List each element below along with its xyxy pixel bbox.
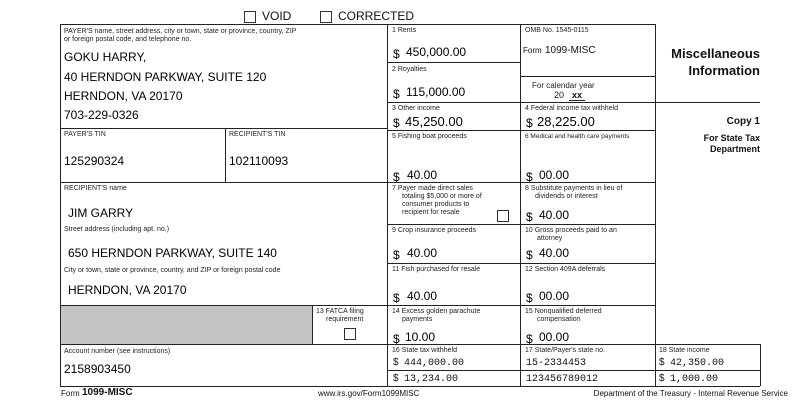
box17-label: 17 State/Payer's state no.	[525, 347, 605, 354]
title-line2: Information	[688, 63, 760, 78]
hline-mid-182	[387, 182, 655, 183]
box10-label-line2: attorney	[537, 235, 563, 242]
border-bottom	[60, 386, 760, 387]
box10-label-line1: 10 Gross proceeds paid to an	[525, 227, 617, 234]
box1-label: 1 Rents	[392, 27, 417, 34]
box15-label-line1: 15 Nonqualified deferred	[525, 308, 602, 315]
box17-value-2[interactable]: 123456789012	[526, 374, 599, 385]
recipient-street[interactable]: 650 HERNDON PARKWAY, SUITE 140	[68, 246, 277, 260]
box1-dollar: $	[393, 47, 400, 61]
box15-dollar: $	[526, 332, 533, 346]
box8-value[interactable]: 40.00	[539, 208, 570, 222]
box9-value[interactable]: 40.00	[407, 246, 438, 260]
form-name: 1099-MISC	[545, 45, 596, 56]
hline-left-182	[60, 182, 387, 183]
box14-label-line1: 14 Excess golden parachute	[392, 308, 481, 315]
box16-dollar-2: $	[393, 373, 399, 384]
payer-city[interactable]: HERNDON, VA 20170	[64, 89, 183, 103]
footer-form-name: 1099-MISC	[82, 387, 133, 398]
box11-label: 11 Fish purchased for resale	[392, 266, 481, 273]
box3-value[interactable]: 45,250.00	[405, 114, 463, 129]
footer-dept: Department of the Treasury - Internal Revenue Service	[593, 389, 788, 398]
box18-value-1[interactable]: 42,350.00	[670, 358, 725, 369]
recipient-city[interactable]: HERNDON, VA 20170	[68, 283, 187, 297]
box3-label: 3 Other income	[392, 105, 440, 112]
box14-value[interactable]: 10.00	[405, 330, 436, 344]
box8-dollar: $	[526, 210, 533, 224]
box5-dollar: $	[393, 170, 400, 184]
box17-value-1[interactable]: 15-2334453	[526, 358, 587, 369]
payer-phone[interactable]: 703-229-0326	[64, 108, 139, 122]
fatca-label-line2: requirement	[326, 316, 364, 323]
divider-387	[387, 24, 388, 386]
box9-label: 9 Crop insurance proceeds	[392, 227, 477, 234]
box5-value[interactable]: 40.00	[407, 168, 438, 182]
fatca-checkbox[interactable]	[344, 328, 356, 340]
box7-label-line3: consumer products to	[402, 201, 470, 208]
payer-label-line2: or foreign postal code, and telephone no.	[64, 36, 192, 43]
corrected-checkbox[interactable]	[320, 11, 332, 23]
box18-dollar-1: $	[659, 357, 665, 368]
footer-form-prefix: Form	[61, 389, 80, 398]
border-right-18	[760, 344, 761, 386]
calendar-label: For calendar year	[532, 81, 595, 90]
copy-label: Copy 1	[726, 116, 760, 127]
shaded-area	[61, 306, 312, 344]
hline-mid-224	[387, 224, 655, 225]
box11-value[interactable]: 40.00	[407, 289, 438, 303]
hline-mid-263	[387, 263, 655, 264]
form-prefix: Form	[523, 46, 542, 55]
box7-checkbox[interactable]	[497, 210, 509, 222]
box12-label: 12 Section 409A deferrals	[525, 266, 606, 273]
box10-dollar: $	[526, 248, 533, 262]
payer-name[interactable]: GOKU HARRY,	[64, 50, 147, 64]
box16-value-2[interactable]: 13,234.00	[404, 374, 459, 385]
recipient-name-label: RECIPIENT'S name	[64, 185, 127, 192]
divider-520	[520, 24, 521, 386]
box16-value-1[interactable]: 444,000.00	[404, 358, 465, 369]
box6-value[interactable]: 00.00	[539, 168, 570, 182]
payer-tin[interactable]: 125290324	[64, 154, 125, 168]
box7-label-line4: recipient for resale	[402, 209, 460, 216]
box6-label: 6 Medical and health care payments	[525, 133, 630, 140]
box8-label-line1: 8 Substitute payments in lieu of	[525, 185, 623, 192]
box10-value[interactable]: 40.00	[539, 246, 570, 260]
void-label: VOID	[262, 9, 292, 23]
border-top	[60, 24, 655, 25]
recipient-tin-label: RECIPIENT'S TIN	[229, 131, 286, 138]
account-number[interactable]: 2158903450	[64, 362, 131, 376]
recipient-street-label: Street address (including apt. no.)	[64, 226, 170, 233]
box16-label: 16 State tax withheld	[392, 347, 457, 354]
box3-dollar: $	[393, 116, 400, 130]
box1-value[interactable]: 450,000.00	[406, 45, 467, 59]
payer-tin-label: PAYER'S TIN	[64, 131, 106, 138]
box8-label-line2: dividends or interest	[535, 193, 598, 200]
copy-desc-line2: Department	[709, 144, 760, 154]
box4-value[interactable]: 28,225.00	[537, 114, 595, 129]
hline-left-344	[60, 344, 387, 345]
hline-mid-344	[387, 344, 760, 345]
omb-number: OMB No. 1545-0115	[525, 27, 589, 34]
payer-street[interactable]: 40 HERNDON PARKWAY, SUITE 120	[64, 70, 267, 84]
hline-right-102	[655, 102, 760, 103]
account-label: Account number (see instructions)	[64, 348, 171, 355]
box14-label-line2: payments	[402, 316, 433, 323]
recipient-name[interactable]: JIM GARRY	[68, 206, 134, 220]
box18-value-2[interactable]: 1,000.00	[670, 374, 719, 385]
calendar-year[interactable]: xx	[569, 90, 585, 101]
recipient-tin[interactable]: 102110093	[229, 154, 289, 168]
box15-label-line2: compensation	[537, 316, 581, 323]
hline-mid-102	[387, 102, 655, 103]
hline-mid-62	[387, 62, 520, 63]
box2-label: 2 Royalties	[392, 66, 427, 73]
box2-value[interactable]: 115,000.00	[406, 85, 466, 99]
payer-label-line1: PAYER'S name, street address, city or town, state or province, country, ZIP	[64, 28, 297, 35]
box4-label: 4 Federal income tax withheld	[525, 105, 618, 112]
box4-dollar: $	[526, 116, 533, 130]
recipient-city-label: City or town, state or province, country, and ZIP or foreign postal code	[64, 267, 281, 274]
box18-dollar-2: $	[659, 373, 665, 384]
calendar-20: 20	[554, 90, 565, 100]
box2-dollar: $	[393, 87, 400, 101]
box14-dollar: $	[393, 332, 400, 346]
hline-mid-370	[387, 370, 760, 371]
box16-dollar-1: $	[393, 357, 399, 368]
title-line1: Miscellaneous	[671, 46, 760, 61]
box11-dollar: $	[393, 291, 400, 305]
hline-omb-76	[520, 76, 655, 77]
box7-label-line2: totaling $5,000 or more of	[402, 193, 482, 200]
copy-desc-line1: For State Tax	[703, 133, 760, 143]
fatca-label-line1: 13 FATCA filing	[316, 308, 364, 315]
divider-312	[312, 305, 313, 344]
box12-dollar: $	[526, 291, 533, 305]
box7-label-line1: 7 Payer made direct sales	[392, 185, 473, 192]
hline-mid-305	[387, 305, 655, 306]
corrected-label: CORRECTED	[338, 9, 415, 23]
footer-url[interactable]: www.irs.gov/Form1099MISC	[318, 389, 420, 398]
box15-value[interactable]: 00.00	[539, 330, 570, 344]
box9-dollar: $	[393, 248, 400, 262]
divider-225	[225, 128, 226, 182]
hline-mid-130	[387, 130, 655, 131]
box6-dollar: $	[526, 170, 533, 184]
box18-label: 18 State income	[659, 347, 710, 354]
box5-label: 5 Fishing boat proceeds	[392, 133, 467, 140]
box12-value[interactable]: 00.00	[539, 289, 570, 303]
void-checkbox[interactable]	[244, 11, 256, 23]
hline-left-128	[60, 128, 387, 129]
